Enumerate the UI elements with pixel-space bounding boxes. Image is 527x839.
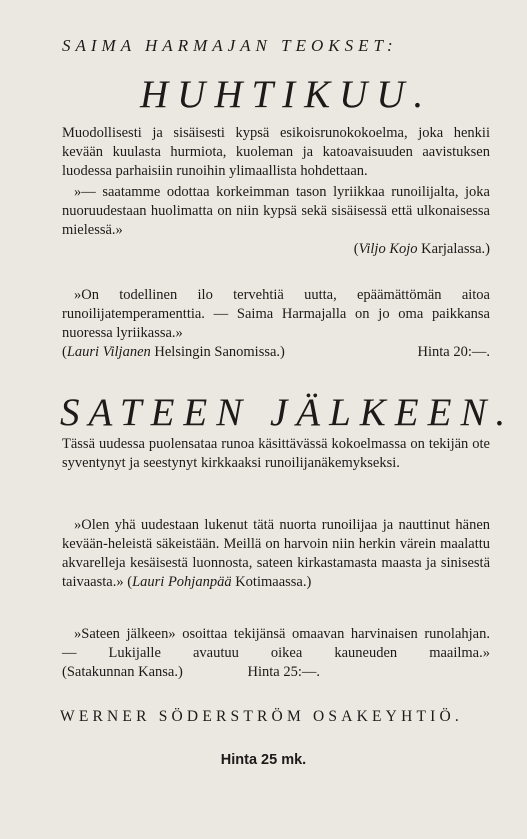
publisher-name: WERNER SÖDERSTRÖM OSAKEYHTIÖ. (60, 708, 463, 725)
review-author: Lauri Pohjanpää (132, 574, 232, 590)
review-attribution: (Viljo Kojo Karjalassa.) (353, 241, 490, 257)
book2-price: Hinta 25:—. (247, 664, 320, 680)
book1-description: Muodollisesti ja sisäisesti kypsä esikoisrunokokoelma, joka henkii kevään kuulasta hurmiota, kuoleman ja katoavaisuuden aavistuksen luodessa parhaisiin runoihin ylimaallista hohdettaan. (62, 125, 490, 179)
book1-price: Hinta 20:—. (417, 344, 490, 360)
book1-review-kojo (62, 183, 490, 259)
book-title-sateen-jalkeen: SATEEN JÄLKEEN. (60, 391, 515, 434)
review-source: Karjalassa.) (421, 241, 490, 257)
book2-review-pohjanpaa: »Olen yhä uudestaan lukenut tätä nuorta runoilijaa ja nauttinut hänen kevään-heleistä säkeistään. Meillä on harvoin niin herkin värein maalattu akvarelleja kesäisestä luonnosta, sateen kirkastamasta maasta ja sinisestä taivaasta.» (Lauri Pohjanpää Kotimaassa.) (62, 517, 490, 590)
review-author: Viljo Kojo (358, 241, 418, 257)
review-attribution: (Lauri Viljanen Helsingin Sanomissa.) Hinta 20:—. (62, 344, 490, 360)
review-attribution (62, 663, 320, 682)
book2-description: Tässä uudessa puolensataa runoa käsittävässä kokoelmassa on tekijän ote syventynyt ja seestynyt kirkkaaksi runoilijanäkemykseksi. (62, 436, 490, 471)
review-quote: »Sateen jälkeen» osoittaa tekijänsä omaavan harvinaisen runolahjan. — Lukijalle avautuu oikea kauneuden maailma.» (62, 626, 490, 661)
series-heading: SAIMA HARMAJAN TEOKSET: (62, 36, 398, 55)
review-source: (Satakunnan Kansa.) (62, 664, 183, 680)
review-quote: »— saatamme odottaa korkeimman tason lyriikkaa runoilijalta, joka nuoruudestaan huolimatta on niin kypsä sekä sisäisessä että ulkonaisessa mielessä.» (62, 184, 490, 238)
book-title-huhtikuu: HUHTIKUU. (140, 73, 433, 116)
review-source: Kotimaassa.) (235, 574, 312, 590)
book2-review-satakunnan-kansa (62, 625, 490, 682)
review-source: Helsingin Sanomissa.) (154, 344, 285, 360)
review-author: Lauri Viljanen (66, 344, 151, 360)
review-quote: »On todellinen ilo tervehtiä uutta, epäämättömän aitoa runoilijatemperamenttia. — Saima Harmajalla on jo oma paikkansa nuoressa lyriikassa.» (62, 287, 490, 341)
review-quote: »Olen yhä uudestaan lukenut tätä nuorta runoilijaa ja nauttinut hänen kevään-heleistä säkeistään. Meillä on harvoin niin herkin värein maalattu akvarelleja kesäisestä luonnosta, sateen kirkastamasta maasta ja sinisestä taivaasta.» (62, 517, 490, 590)
price-label: Hinta 25 mk. (220, 752, 307, 768)
book1-review-viljanen (62, 286, 490, 362)
